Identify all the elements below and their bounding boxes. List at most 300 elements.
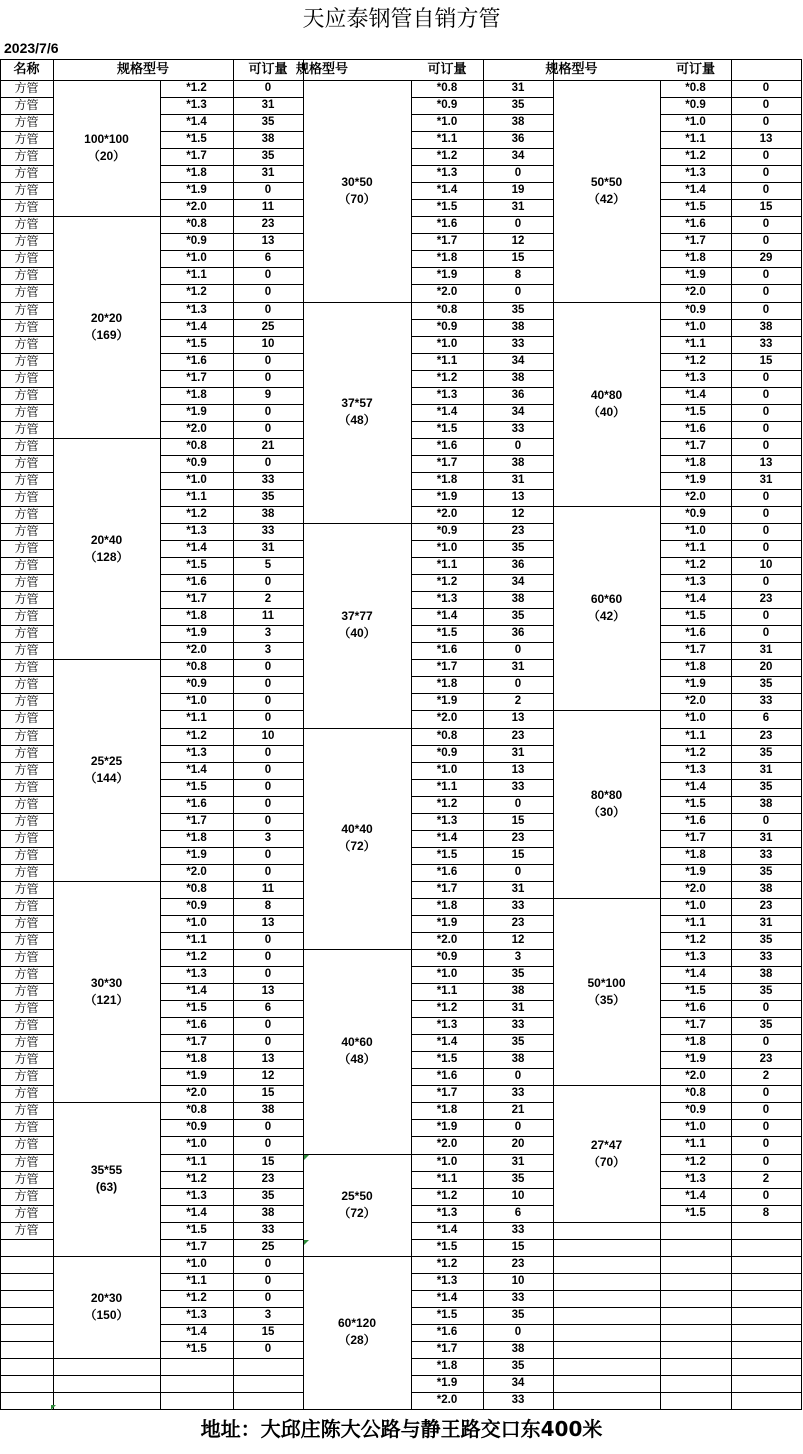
size-cell: *1.8 — [186, 388, 207, 401]
grid-line — [0, 1341, 54, 1342]
qty-cell: 0 — [514, 1325, 522, 1338]
spec-group-count: (63) — [95, 1180, 118, 1195]
grid-line — [553, 1256, 802, 1257]
qty-cell: 23 — [511, 1257, 525, 1270]
size-cell: *1.6 — [436, 218, 458, 231]
row-name: 方管 — [14, 1018, 39, 1033]
qty-cell: 31 — [759, 916, 773, 929]
qty-cell: 8 — [762, 1206, 770, 1219]
size-cell: *2.0 — [186, 644, 207, 657]
grid-line — [0, 1375, 54, 1376]
qty-cell: 0 — [762, 439, 770, 452]
row-name: 方管 — [14, 626, 39, 641]
spec-group-size: 60*120 — [337, 1316, 377, 1331]
qty-cell: 2 — [514, 695, 522, 708]
spec-group-size: 35*55 — [90, 1163, 123, 1178]
spec-group — [53, 80, 160, 216]
qty-cell: 34 — [511, 150, 525, 163]
qty-cell: 34 — [511, 576, 525, 589]
spec-group-size: 30*30 — [90, 975, 123, 990]
qty-cell: 33 — [511, 1019, 525, 1032]
qty-cell: 13 — [261, 1053, 275, 1066]
qty-cell: 35 — [261, 150, 275, 163]
qty-cell: 15 — [511, 252, 525, 265]
qty-cell: 35 — [759, 780, 773, 793]
size-cell: *1.4 — [186, 542, 207, 555]
size-cell: *1.7 — [685, 831, 706, 844]
size-cell: *1.3 — [186, 746, 207, 759]
size-cell: *1.5 — [436, 1308, 458, 1321]
qty-cell: 21 — [511, 1104, 525, 1117]
size-cell: *1.5 — [186, 133, 207, 146]
grid-line — [0, 1256, 54, 1257]
spec-group-size: 60*60 — [590, 592, 623, 607]
row-name: 方管 — [14, 1205, 39, 1220]
size-cell: *1.4 — [685, 968, 706, 981]
row-name: 方管 — [14, 1171, 39, 1186]
size-cell: *2.0 — [436, 934, 458, 946]
size-cell: *1.3 — [186, 1308, 207, 1321]
qty-cell: 38 — [759, 882, 773, 895]
size-cell: *1.7 — [436, 235, 458, 248]
qty-cell: 6 — [762, 712, 770, 725]
qty-cell: 35 — [511, 1308, 525, 1321]
qty-cell: 0 — [514, 644, 522, 657]
size-cell: *1.9 — [186, 848, 207, 861]
qty-cell: 33 — [511, 422, 525, 435]
spec-group-count: （40） — [587, 404, 626, 419]
qty-cell: 0 — [762, 1138, 770, 1151]
size-cell: *0.8 — [186, 661, 207, 674]
spec-group-size: 37*57 — [341, 396, 373, 411]
size-cell: *1.2 — [436, 150, 458, 163]
size-cell: *1.6 — [186, 1019, 207, 1032]
date-label: 2023/7/6 — [4, 40, 59, 56]
qty-cell: 11 — [261, 882, 275, 895]
row-name: 方管 — [14, 319, 39, 334]
row-name: 方管 — [14, 1035, 39, 1050]
spec-group-count: （42） — [587, 191, 626, 206]
size-cell: *2.0 — [436, 1394, 458, 1407]
size-cell: *1.2 — [436, 797, 458, 810]
qty-cell: 0 — [264, 576, 272, 589]
qty-cell: 31 — [511, 201, 525, 214]
qty-cell: 3 — [264, 627, 272, 640]
qty-cell: 0 — [762, 576, 770, 589]
size-cell: *1.5 — [685, 610, 706, 623]
size-cell: *1.4 — [436, 184, 458, 197]
qty-cell: 0 — [264, 661, 272, 674]
qty-cell: 19 — [511, 184, 525, 197]
spec-group-size: 50*50 — [590, 174, 623, 189]
size-cell: *1.3 — [685, 167, 706, 180]
size-cell: *1.9 — [186, 1070, 207, 1083]
grid-line — [553, 1290, 802, 1291]
row-name: 方管 — [14, 762, 39, 777]
size-cell: *0.9 — [436, 951, 458, 964]
size-cell: *1.5 — [436, 848, 458, 861]
qty-cell: 0 — [514, 439, 522, 452]
qty-cell: 0 — [264, 746, 272, 759]
row-name: 方管 — [14, 1069, 39, 1084]
spec-group — [553, 302, 660, 506]
qty-cell: 35 — [759, 865, 773, 878]
size-cell: *1.8 — [436, 899, 458, 912]
qty-cell: 21 — [261, 439, 275, 452]
qty-cell: 38 — [261, 1104, 275, 1117]
spec-group-count: （35） — [587, 992, 626, 1007]
qty-cell: 0 — [264, 780, 272, 793]
size-cell: *1.0 — [186, 473, 207, 486]
qty-cell: 23 — [759, 899, 773, 912]
qty-cell: 0 — [514, 678, 522, 691]
row-name: 方管 — [14, 81, 39, 95]
qty-cell: 31 — [511, 473, 525, 486]
size-cell: *1.3 — [436, 1206, 458, 1219]
size-cell: *1.9 — [186, 627, 207, 640]
size-cell: *1.9 — [436, 269, 458, 282]
header-spec: 规格型号 — [545, 62, 598, 77]
size-cell: *1.7 — [186, 1240, 207, 1253]
spec-group-count: （121） — [84, 992, 129, 1007]
qty-cell: 33 — [511, 337, 525, 350]
size-cell: *2.0 — [685, 490, 706, 503]
grid-line — [0, 1392, 54, 1393]
size-cell: *1.3 — [436, 814, 458, 827]
qty-cell: 0 — [762, 269, 770, 282]
size-cell: *1.0 — [186, 1138, 207, 1151]
qty-cell: 33 — [511, 1223, 525, 1236]
qty-cell: 0 — [762, 235, 770, 248]
qty-cell: 0 — [514, 1121, 522, 1134]
size-cell: *1.7 — [685, 439, 706, 452]
spec-group-count: （70） — [338, 191, 376, 206]
qty-cell: 3 — [264, 1308, 272, 1321]
row-name: 方管 — [14, 166, 39, 181]
spec-group-count: （48） — [338, 413, 376, 428]
size-cell: *1.0 — [685, 320, 706, 333]
address-line: 地址：大邱庄陈大公路与静王路交口东400米 — [200, 1417, 603, 1441]
spec-group-size: 25*50 — [341, 1188, 373, 1203]
row-name: 方管 — [14, 370, 39, 385]
size-cell: *1.8 — [186, 167, 207, 180]
spec-group-count: （30） — [587, 805, 626, 820]
size-cell: *1.4 — [685, 593, 706, 606]
size-cell: *1.2 — [186, 286, 207, 299]
spec-group — [553, 80, 660, 302]
grid-line — [0, 1307, 54, 1308]
qty-cell: 0 — [264, 354, 272, 367]
cell-marker — [304, 1240, 309, 1245]
spec-group — [303, 302, 411, 524]
row-name: 方管 — [14, 1052, 39, 1067]
grid-line — [553, 1409, 802, 1410]
qty-cell: 0 — [762, 610, 770, 623]
size-cell: *1.8 — [186, 1053, 207, 1066]
size-cell: *1.9 — [436, 1121, 458, 1134]
grid-line — [660, 1222, 802, 1223]
spec-group-size: 25*25 — [90, 754, 123, 769]
size-cell: *2.0 — [186, 1087, 207, 1100]
row-name: 方管 — [14, 98, 39, 113]
qty-cell: 35 — [511, 303, 525, 316]
qty-cell: 34 — [511, 354, 525, 367]
qty-cell: 35 — [511, 542, 525, 555]
size-cell: *1.4 — [186, 1206, 207, 1219]
size-cell: *1.3 — [186, 303, 207, 316]
size-cell: *1.6 — [685, 422, 706, 435]
qty-cell: 33 — [261, 525, 275, 538]
qty-cell: 15 — [511, 1240, 525, 1253]
size-cell: *1.3 — [436, 1274, 458, 1287]
qty-cell: 0 — [264, 286, 272, 299]
qty-cell: 0 — [762, 627, 770, 640]
size-cell: *1.7 — [186, 371, 207, 384]
qty-cell: 0 — [264, 678, 272, 691]
qty-cell: 38 — [759, 968, 773, 981]
size-cell: *1.5 — [186, 559, 207, 572]
row-name: 方管 — [14, 592, 39, 607]
row-name: 方管 — [14, 1120, 39, 1135]
size-cell: *1.7 — [685, 1019, 706, 1032]
size-cell: *1.9 — [436, 1377, 458, 1390]
size-cell: *1.3 — [186, 525, 207, 538]
qty-cell: 33 — [759, 337, 773, 350]
qty-cell: 25 — [261, 320, 275, 333]
row-name: 方管 — [14, 302, 39, 317]
row-name: 方管 — [14, 575, 39, 590]
size-cell: *1.4 — [436, 1036, 458, 1049]
size-cell: *0.9 — [685, 1104, 706, 1117]
qty-cell: 0 — [762, 388, 770, 401]
spec-group-count: （70） — [587, 1154, 626, 1169]
qty-cell: 13 — [261, 985, 275, 998]
qty-cell: 33 — [511, 1394, 525, 1407]
qty-cell: 0 — [264, 968, 272, 981]
row-name: 方管 — [14, 881, 39, 896]
qty-cell: 0 — [762, 371, 770, 384]
qty-cell: 8 — [514, 269, 522, 282]
qty-cell: 35 — [759, 985, 773, 998]
qty-cell: 15 — [759, 201, 773, 214]
qty-cell: 38 — [261, 508, 275, 520]
qty-cell: 0 — [762, 490, 770, 503]
qty-cell: 31 — [511, 882, 525, 895]
spec-group-count: （72） — [338, 839, 376, 854]
size-cell: *0.9 — [685, 303, 706, 316]
qty-cell: 0 — [514, 218, 522, 231]
size-cell: *1.3 — [186, 1189, 207, 1202]
header-qty: 可订量 — [427, 62, 467, 77]
size-cell: *1.4 — [186, 763, 207, 776]
size-cell: *1.4 — [436, 610, 458, 623]
qty-cell: 0 — [264, 934, 272, 946]
qty-cell: 31 — [759, 763, 773, 776]
size-cell: *1.8 — [436, 252, 458, 265]
qty-cell: 0 — [264, 303, 272, 316]
qty-cell: 35 — [511, 99, 525, 112]
size-cell: *1.6 — [685, 627, 706, 640]
size-cell: *1.2 — [685, 354, 706, 367]
size-cell: *1.4 — [685, 388, 706, 401]
row-name: 方管 — [14, 541, 39, 556]
size-cell: *0.8 — [436, 729, 458, 742]
size-cell: *1.6 — [685, 218, 706, 231]
qty-cell: 20 — [759, 661, 773, 674]
size-cell: *1.1 — [685, 542, 706, 555]
qty-cell: 0 — [762, 82, 770, 94]
size-cell: *1.5 — [436, 1240, 458, 1253]
row-name: 方管 — [14, 898, 39, 913]
size-cell: *0.9 — [186, 678, 207, 691]
size-cell: *1.0 — [436, 968, 458, 981]
qty-cell: 38 — [511, 593, 525, 606]
qty-cell: 36 — [511, 388, 525, 401]
spec-group — [303, 949, 411, 1153]
grid-line — [0, 1273, 54, 1274]
size-cell: *1.6 — [186, 797, 207, 810]
size-cell: *1.8 — [436, 678, 458, 691]
spec-group-size: 40*40 — [341, 822, 373, 837]
size-cell: *1.3 — [685, 763, 706, 776]
row-name: 方管 — [14, 268, 39, 283]
size-cell: *2.0 — [685, 286, 706, 299]
qty-cell: 0 — [264, 1291, 272, 1304]
size-cell: *1.3 — [685, 576, 706, 589]
size-cell: *1.9 — [685, 269, 706, 282]
size-cell: *1.3 — [436, 1019, 458, 1032]
grid-line — [0, 1358, 54, 1359]
spec-group-size: 100*100 — [84, 132, 129, 147]
size-cell: *1.8 — [436, 1104, 458, 1117]
size-cell: *1.8 — [186, 831, 207, 844]
spec-group — [53, 1256, 160, 1358]
spec-group-count: （42） — [587, 609, 626, 624]
qty-cell: 0 — [264, 865, 272, 878]
qty-cell: 25 — [261, 1240, 275, 1253]
row-name: 方管 — [14, 847, 39, 862]
qty-cell: 31 — [261, 542, 275, 555]
qty-cell: 0 — [264, 814, 272, 827]
row-name: 方管 — [14, 967, 39, 982]
size-cell: *0.9 — [436, 99, 458, 112]
qty-cell: 35 — [511, 1036, 525, 1049]
qty-cell: 34 — [511, 405, 525, 418]
size-cell: *0.9 — [186, 899, 207, 912]
size-cell: *1.3 — [436, 388, 458, 401]
qty-cell: 0 — [762, 508, 770, 520]
row-name: 方管 — [14, 711, 39, 726]
size-cell: *1.5 — [685, 1206, 706, 1219]
row-name: 方管 — [14, 813, 39, 828]
row-name: 方管 — [14, 745, 39, 760]
size-cell: *1.6 — [436, 439, 458, 452]
size-cell: *1.0 — [186, 1257, 207, 1270]
size-cell: *1.8 — [685, 1036, 706, 1049]
qty-cell: 23 — [511, 525, 525, 538]
qty-cell: 10 — [261, 729, 275, 742]
size-cell: *1.7 — [436, 1087, 458, 1100]
grid-line — [303, 1409, 412, 1410]
size-cell: *1.3 — [436, 167, 458, 180]
grid-line — [731, 59, 732, 81]
row-name: 方管 — [14, 200, 39, 215]
qty-cell: 0 — [514, 167, 522, 180]
qty-cell: 31 — [759, 644, 773, 657]
size-cell: *1.7 — [186, 593, 207, 606]
qty-cell: 23 — [261, 218, 275, 231]
size-cell: *1.6 — [186, 354, 207, 367]
size-cell: *1.3 — [685, 951, 706, 964]
qty-cell: 35 — [511, 1360, 525, 1372]
size-cell: *1.2 — [436, 1002, 458, 1015]
qty-cell: 0 — [264, 422, 272, 435]
size-cell: *1.6 — [685, 1002, 706, 1015]
qty-cell: 3 — [264, 831, 272, 844]
size-cell: *0.8 — [685, 1087, 706, 1100]
row-name: 方管 — [14, 115, 39, 130]
grid-line — [553, 80, 554, 1410]
row-name: 方管 — [14, 234, 39, 249]
qty-cell: 23 — [261, 1172, 275, 1185]
spec-group — [303, 1256, 411, 1409]
qty-cell: 0 — [264, 1138, 272, 1151]
qty-cell: 0 — [264, 405, 272, 418]
qty-cell: 35 — [759, 678, 773, 691]
cell-marker — [51, 1405, 56, 1410]
size-cell: *1.1 — [436, 780, 458, 793]
size-cell: *1.7 — [685, 644, 706, 657]
size-cell: *0.9 — [436, 320, 458, 333]
size-cell: *1.2 — [186, 508, 207, 520]
size-cell: *1.1 — [186, 1274, 207, 1287]
qty-cell: 0 — [514, 1070, 522, 1083]
size-cell: *1.5 — [685, 985, 706, 998]
spec-group-size: 50*100 — [587, 975, 626, 990]
size-cell: *1.1 — [186, 934, 207, 946]
qty-cell: 0 — [762, 303, 770, 316]
qty-cell: 0 — [762, 1189, 770, 1202]
size-cell: *0.9 — [186, 1121, 207, 1134]
size-cell: *1.4 — [685, 184, 706, 197]
size-cell: *1.5 — [436, 201, 458, 214]
row-name: 方管 — [14, 132, 39, 147]
size-cell: *2.0 — [685, 1070, 706, 1083]
qty-cell: 23 — [759, 593, 773, 606]
row-name: 方管 — [14, 1086, 39, 1101]
size-cell: *1.5 — [685, 201, 706, 214]
qty-cell: 0 — [264, 1019, 272, 1032]
size-cell: *0.8 — [186, 882, 207, 895]
qty-cell: 0 — [264, 1257, 272, 1270]
row-name: 方管 — [14, 1188, 39, 1203]
qty-cell: 31 — [511, 1002, 525, 1015]
qty-cell: 0 — [264, 184, 272, 197]
qty-cell: 0 — [264, 456, 272, 469]
size-cell: *1.5 — [186, 780, 207, 793]
size-cell: *1.6 — [186, 576, 207, 589]
qty-cell: 0 — [762, 542, 770, 555]
size-cell: *0.8 — [186, 1104, 207, 1117]
header-qty: 可订量 — [248, 62, 288, 77]
qty-cell: 3 — [514, 951, 522, 964]
size-cell: *1.0 — [436, 116, 458, 129]
size-cell: *1.6 — [436, 644, 458, 657]
size-cell: *1.7 — [436, 661, 458, 674]
size-cell: *1.4 — [685, 1189, 706, 1202]
qty-cell: 35 — [511, 1172, 525, 1185]
size-cell: *1.2 — [436, 1189, 458, 1202]
